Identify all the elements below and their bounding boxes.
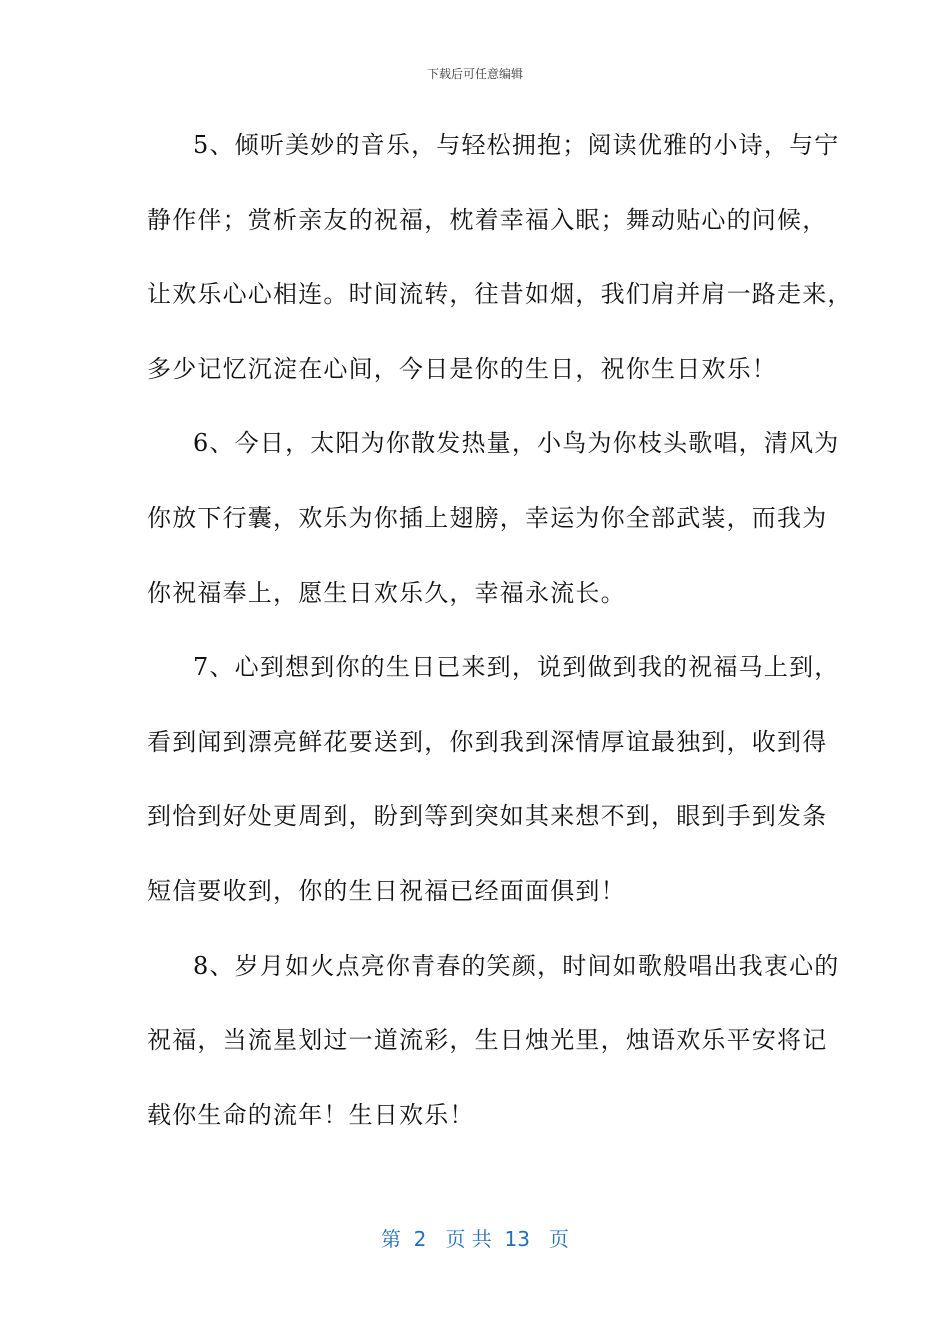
page-number-footer: 第 2 页 共 13 页 bbox=[380, 1227, 570, 1251]
page-header-note: 下载后可任意编辑 bbox=[426, 67, 523, 81]
document-body bbox=[147, 108, 853, 1152]
text-line: 祝福，当流星划过一道流彩，生日烛光里，烛语欢乐平安将记 bbox=[147, 1026, 828, 1055]
paragraph-8 bbox=[147, 929, 840, 1153]
paragraph-7 bbox=[147, 630, 840, 928]
text-line: 让欢乐心心相连。时间流转，往昔如烟，我们肩并肩一路走来， bbox=[147, 280, 853, 309]
paragraph-5 bbox=[147, 108, 853, 406]
text-line: 静作伴；赏析亲友的祝福，枕着幸福入眠；舞动贴心的问候， bbox=[147, 205, 828, 234]
text-line: 你放下行囊，欢乐为你插上翅膀，幸运为你全部武装，而我为 bbox=[147, 503, 828, 532]
text-line: 到恰到好处更周到，盼到等到突如其来想不到，眼到手到发条 bbox=[147, 802, 828, 831]
text-line: 看到闻到漂亮鲜花要送到，你到我到深情厚谊最独到，收到得 bbox=[147, 727, 828, 756]
text-line: 8、岁月如火点亮你青春的笑颜，时间如歌般唱出我衷心的 bbox=[193, 951, 840, 980]
text-line: 短信要收到，你的生日祝福已经面面俱到！ bbox=[147, 876, 626, 905]
text-line: 多少记忆沉淀在心间，今日是你的生日，祝你生日欢乐！ bbox=[147, 354, 777, 383]
paragraph-6 bbox=[147, 406, 840, 630]
text-line: 6、今日，太阳为你散发热量，小鸟为你枝头歌唱，清风为 bbox=[193, 429, 840, 458]
text-line: 5、倾听美妙的音乐，与轻松拥抱；阅读优雅的小诗，与宁 bbox=[193, 131, 840, 159]
text-line: 你祝福奉上，愿生日欢乐久，幸福永流长。 bbox=[147, 578, 626, 607]
text-line: 载你生命的流年！生日欢乐！ bbox=[147, 1100, 475, 1129]
text-line: 7、心到想到你的生日已来到，说到做到我的祝福马上到， bbox=[193, 653, 840, 682]
